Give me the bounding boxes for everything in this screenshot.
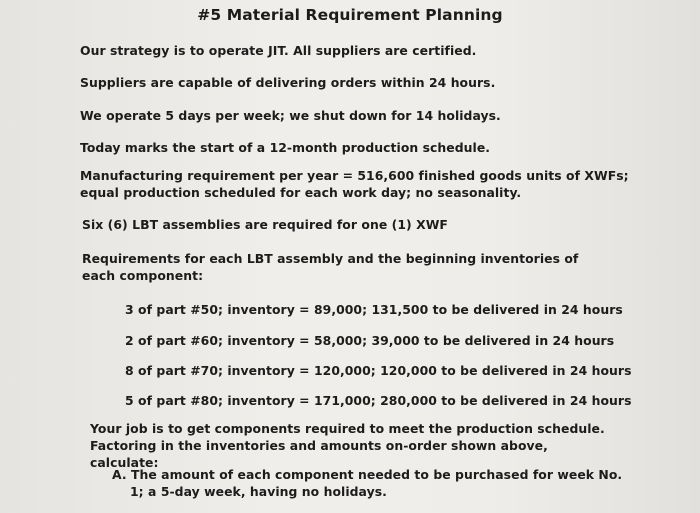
lbt-assemblies-line: Six (6) LBT assemblies are required for one (1) XWF (82, 217, 448, 232)
part-60-line: 2 of part #60; inventory = 58,000; 39,000 to be delivered in 24 hours (125, 333, 615, 348)
requirements-intro: Requirements for each LBT assembly and the beginning inventories of each component: (82, 251, 579, 283)
part-70-line: 8 of part #70; inventory = 120,000; 120,000 to be delivered in 24 hours (125, 363, 632, 378)
part-80-line: 5 of part #80; inventory = 171,000; 280,000 to be delivered in 24 hours (125, 393, 632, 408)
page-title: #5 Material Requirement Planning (197, 6, 503, 24)
cropped-text-line (110, 505, 530, 513)
intro-line-schedule: Today marks the start of a 12-month production schedule. (80, 140, 491, 155)
manufacturing-requirement: Manufacturing requirement per year = 516,600 finished goods units of XWFs; equal production scheduled for each work day; no seasonality. (80, 168, 629, 200)
intro-line-suppliers: Suppliers are capable of delivering orders within 24 hours. (80, 75, 496, 90)
job-description: Your job is to get components required to meet the production schedule. Factoring in the inventories and amounts on-order shown above, calculate: (90, 421, 605, 470)
part-50-line: 3 of part #50; inventory = 89,000; 131,500 to be delivered in 24 hours (125, 302, 623, 317)
intro-line-operations: We operate 5 days per week; we shut down for 14 holidays. (80, 108, 501, 123)
intro-line-strategy: Our strategy is to operate JIT. All suppliers are certified. (80, 43, 477, 58)
question-a: A. The amount of each component needed to be purchased for week No. 1; a 5-day week, having no holidays. (112, 467, 623, 499)
